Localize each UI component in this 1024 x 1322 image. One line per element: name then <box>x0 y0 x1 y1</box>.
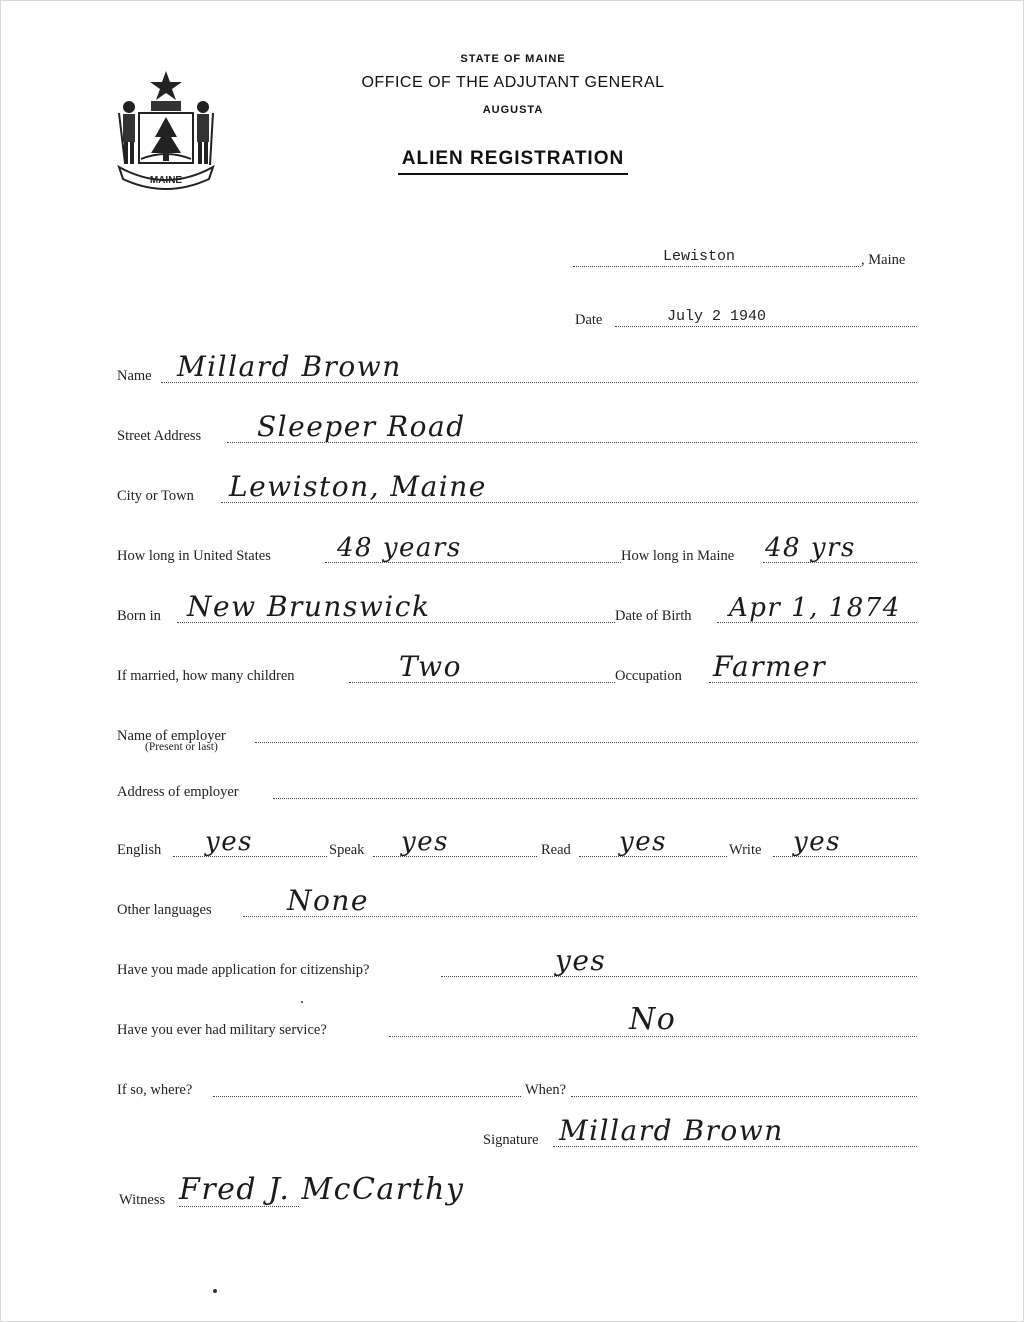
language-row <box>117 827 917 859</box>
header-city: AUGUSTA <box>482 104 544 116</box>
read-value: yes <box>619 827 667 857</box>
children-label: If married, how many children <box>117 668 295 684</box>
occupation-value: Farmer <box>713 650 827 683</box>
where-label: If so, where? <box>117 1082 193 1098</box>
write-label: Write <box>729 842 762 858</box>
witness-field <box>119 1172 519 1209</box>
military-field <box>117 1002 917 1039</box>
children-row <box>117 650 917 685</box>
city-label: City or Town <box>117 488 194 504</box>
when-line <box>571 1096 917 1097</box>
form-title <box>1 148 1024 175</box>
dob-label: Date of Birth <box>615 608 692 624</box>
street-label: Street Address <box>117 428 202 444</box>
witness-value: Fred J. McCarthy <box>179 1172 465 1207</box>
street-value: Sleeper Road <box>257 410 466 443</box>
us-duration-value: 48 years <box>337 533 462 563</box>
date-value: July 2 1940 <box>667 308 767 325</box>
service-row <box>117 1071 917 1099</box>
other-languages-value: None <box>287 884 369 917</box>
employer-line <box>255 742 917 743</box>
date-line <box>615 326 917 327</box>
born-in-value: New Brunswick <box>187 590 431 623</box>
witness-label: Witness <box>119 1192 166 1208</box>
duration-row <box>117 533 917 565</box>
employer-address-field <box>117 773 917 801</box>
occupation-label: Occupation <box>615 668 682 684</box>
citizenship-line <box>441 976 917 977</box>
ink-speck <box>301 1001 303 1003</box>
speak-value: yes <box>401 827 449 857</box>
form-title-text: ALIEN REGISTRATION <box>398 148 628 175</box>
military-label: Have you ever had military service? <box>117 1022 327 1038</box>
header-state: STATE OF MAINE <box>460 53 566 65</box>
name-label: Name <box>117 368 152 384</box>
place-field <box>573 241 919 269</box>
signature-field <box>483 1114 917 1149</box>
other-languages-label: Other languages <box>117 902 212 918</box>
signature-value: Millard Brown <box>559 1114 784 1147</box>
speak-line <box>373 856 537 857</box>
name-value: Millard Brown <box>177 350 402 383</box>
employer-field <box>117 717 917 745</box>
place-line <box>573 266 861 267</box>
maine-duration-label: How long in Maine <box>621 548 735 564</box>
signature-label: Signature <box>483 1132 539 1148</box>
children-value: Two <box>399 650 463 683</box>
place-suffix: , Maine <box>861 252 906 268</box>
street-field <box>117 410 917 445</box>
speak-label: Speak <box>329 842 365 858</box>
place-value: Lewiston <box>663 248 736 265</box>
military-value: No <box>629 1002 677 1037</box>
citizenship-value: yes <box>555 944 607 977</box>
city-field <box>117 470 917 505</box>
where-line <box>213 1096 521 1097</box>
birth-row <box>117 590 917 625</box>
citizenship-field <box>117 944 917 979</box>
employer-address-line <box>273 798 917 799</box>
employer-sublabel: (Present or last) <box>145 741 218 753</box>
citizenship-label: Have you made application for citizenship? <box>117 962 370 978</box>
maine-duration-value: 48 yrs <box>765 533 856 563</box>
born-in-label: Born in <box>117 608 161 624</box>
write-value: yes <box>793 827 841 857</box>
english-value: yes <box>205 827 253 857</box>
when-label: When? <box>525 1082 567 1098</box>
employer-label: Name of employer <box>117 728 226 744</box>
read-label: Read <box>541 842 571 858</box>
english-label: English <box>117 842 162 858</box>
name-field <box>117 350 917 385</box>
other-languages-field <box>117 884 917 919</box>
date-field <box>575 301 917 329</box>
date-label: Date <box>575 312 603 328</box>
city-value: Lewiston, Maine <box>229 470 487 503</box>
us-duration-label: How long in United States <box>117 548 271 564</box>
header-office: OFFICE OF THE ADJUTANT GENERAL <box>361 74 665 91</box>
employer-address-label: Address of employer <box>117 784 239 800</box>
seal-banner-text: MAINE <box>149 175 183 186</box>
dob-value: Apr 1, 1874 <box>729 593 901 623</box>
children-line <box>349 682 615 683</box>
ink-dot <box>213 1289 217 1293</box>
